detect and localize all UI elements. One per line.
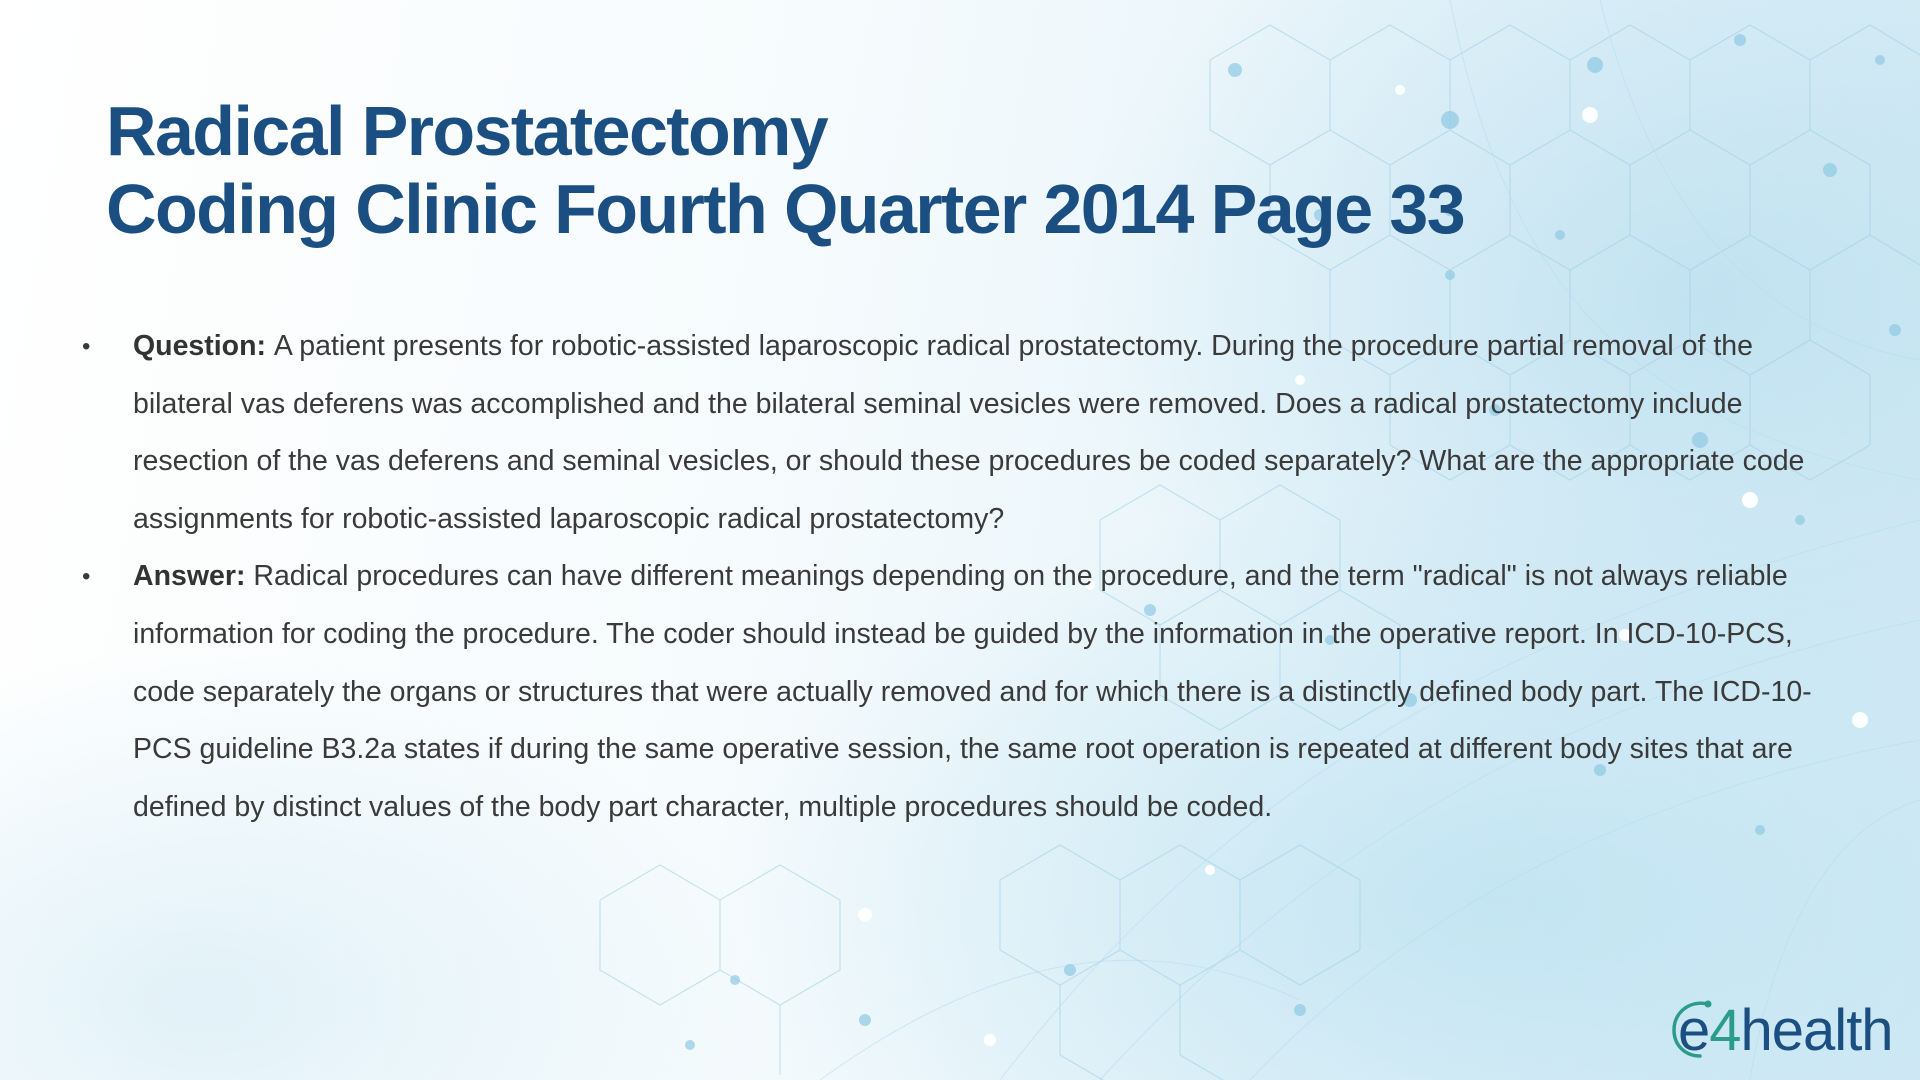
bullet-list (82, 318, 1842, 836)
logo-swoosh-icon (1668, 996, 1893, 1063)
question-label: Question: (133, 330, 274, 362)
e4health-logo (1668, 992, 1893, 1063)
answer-label: Answer: (133, 560, 254, 593)
bullet-marker: • (82, 563, 91, 591)
question-text: A patient presents for robotic-assisted laparoscopic radical prostatectomy. During the procedure partial removal of the bilateral vas deferens was accomplished and the bilateral seminal vesicles were removed. Does a radical prostatectomy include resection of the vas deferens and seminal vesicles, or should these procedures be coded separately? What are the appropriate code assignments for robotic-assisted laparoscopic radical prostatectomy? (133, 330, 1805, 535)
answer-text: Radical procedures can have different meanings depending on the procedure, and the term "radical" is not always reliable information for coding the procedure. The coder should instead be guided by the information in the operative report. In ICD-10-PCS, code separately the organs or structures that were actually removed and for which there is a distinctly defined body part. The ICD-10-PCS guideline B3.2a states if during the same operative session, the same root operation is repeated at different body sites that are defined by distinct values of the body part character, multiple procedures should be coded. (133, 560, 1812, 823)
bullet-item-answer (82, 548, 1842, 836)
logo-prefix: e (1678, 998, 1710, 1063)
logo-number: 4 (1709, 998, 1741, 1063)
bullet-item-question (82, 318, 1842, 548)
logo-suffix: health (1740, 998, 1893, 1063)
slide-title-line-1: Radical Prostatectomy (106, 92, 828, 170)
logo-wordmark (1678, 996, 1893, 1066)
slide-title-line-2: Coding Clinic Fourth Quarter 2014 Page 33 (106, 170, 1465, 248)
bullet-marker: • (82, 333, 91, 360)
slide-title (106, 92, 1464, 248)
